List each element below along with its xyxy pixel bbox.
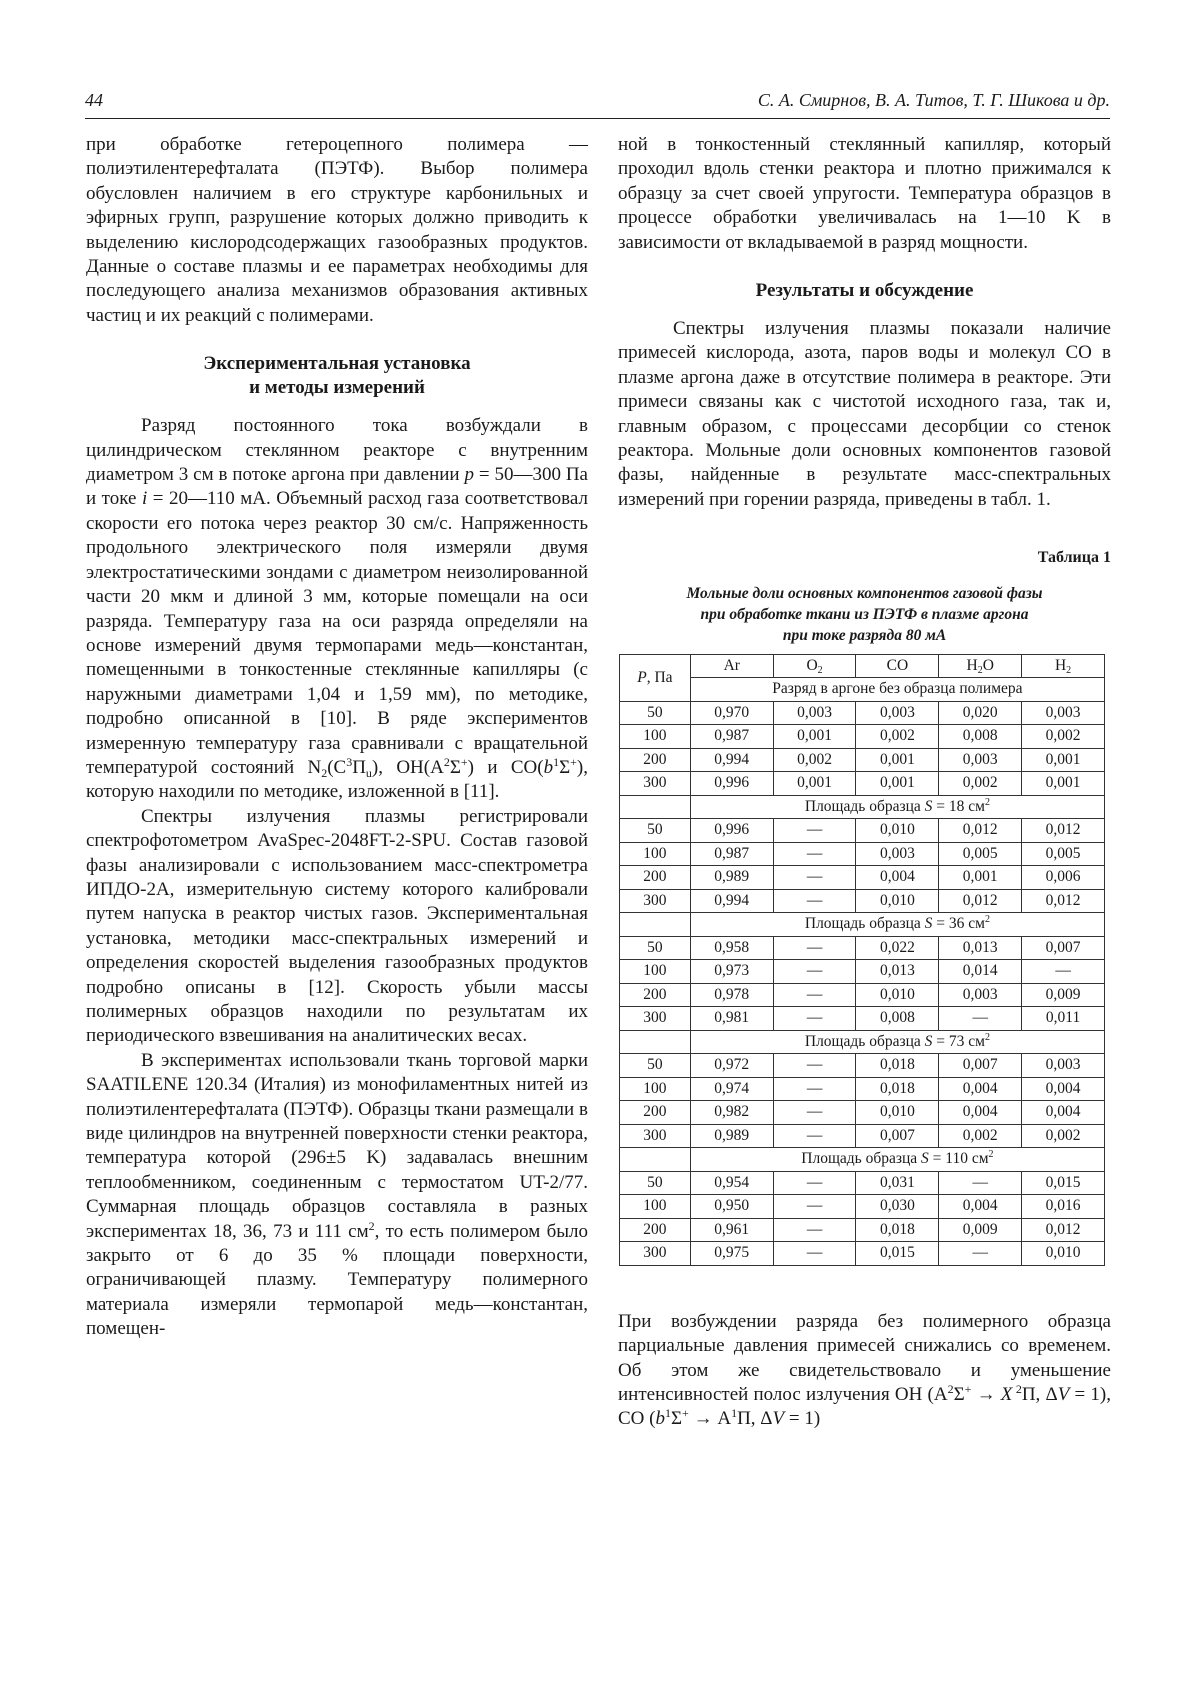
caption-line: при токе разряда 80 мА [782, 626, 947, 644]
cell-h2o: 0,004 [939, 1077, 1022, 1101]
cell-pressure: 50 [620, 819, 691, 843]
right-column [618, 133, 1111, 1432]
cell-h2o: 0,004 [939, 1101, 1022, 1125]
intro-paragraph: при обработке гетероцепного полимера — полиэтилентерефталата (ПЭТФ). Выбор полимера обусловлен наличием в его структуре карбонильных и эфирных групп, разрушение которых должно приводить к выделению кислородсодержащих газообразных продуктов. Данные о составе плазмы и ее параметрах необходимы для последующего анализа механизмов образования активных частиц и их реакций с полимерами. [86, 134, 588, 326]
cell-ar: 0,994 [690, 889, 773, 913]
arrow: → A [688, 1408, 732, 1430]
subscript: 2 [977, 664, 983, 676]
superscript: 2 [1012, 1381, 1022, 1396]
cell-ar: 0,958 [690, 936, 773, 960]
cell-o2: — [773, 960, 856, 984]
table-row [620, 936, 1105, 960]
text-run: = 1) [784, 1408, 821, 1430]
cell-pressure: 50 [620, 1054, 691, 1078]
cell-h2: 0,016 [1022, 1195, 1105, 1219]
table-row [620, 1101, 1105, 1125]
section-heading-line: и методы измерений [249, 377, 425, 399]
cell-h2o: 0,001 [939, 866, 1022, 890]
cell-co: 0,018 [856, 1218, 939, 1242]
cell-h2: 0,015 [1022, 1171, 1105, 1195]
symbol-X: X [1000, 1383, 1013, 1405]
cell-pressure: 200 [620, 983, 691, 1007]
cell-ar: 0,972 [690, 1054, 773, 1078]
running-head-authors: С. А. Смирнов, В. А. Титов, Т. Г. Шикова и др. [757, 90, 1110, 110]
table-row [620, 1171, 1105, 1195]
superscript: 2 [443, 754, 450, 769]
cell-pressure: 300 [620, 1242, 691, 1266]
table-group-header-row [620, 913, 1105, 937]
cell-o2: — [773, 1007, 856, 1031]
cell-pressure: 200 [620, 1218, 691, 1242]
cell-h2: 0,002 [1022, 725, 1105, 749]
cell-o2: 0,001 [773, 725, 856, 749]
cell-h2o: 0,012 [939, 819, 1022, 843]
text-run: = 50—300 Па и токе [86, 464, 588, 510]
cell-o2: — [773, 819, 856, 843]
cell-pressure: 200 [620, 1101, 691, 1125]
methods-paragraph-1 [86, 414, 588, 805]
cell-pressure: 300 [620, 772, 691, 796]
header-h2 [1022, 654, 1105, 678]
section-heading-results: Результаты и обсуждение [755, 280, 974, 302]
cell-co: 0,031 [856, 1171, 939, 1195]
empty-cell [620, 795, 691, 819]
text-run: S [924, 1032, 933, 1050]
table-row [620, 866, 1105, 890]
text-run: Σ [449, 756, 461, 778]
cell-o2: — [773, 983, 856, 1007]
cell-co: 0,003 [856, 842, 939, 866]
running-head [85, 88, 1110, 119]
text-run: , то есть полимером было закрыто от 6 до 35 % площади поверхности, ограничивающей плазму. Температуру полимерного материала измеряли термопарой медь—константан, помещен- [86, 1220, 588, 1340]
caption-line: при обработке ткани из ПЭТФ в плазме аргона [700, 605, 1029, 623]
cell-h2o: 0,014 [939, 960, 1022, 984]
symbol-p: p [464, 464, 474, 486]
group-title [690, 1030, 1104, 1054]
page-number: 44 [85, 90, 103, 110]
cell-ar: 0,989 [690, 866, 773, 890]
text-run: = 36 см [932, 915, 985, 933]
text-run: П [352, 756, 366, 778]
table-group-header-row [620, 678, 1105, 702]
cell-o2: — [773, 866, 856, 890]
group-title [690, 795, 1104, 819]
text-run: O [982, 656, 994, 674]
superscript: + [570, 754, 577, 769]
cell-pressure: 100 [620, 960, 691, 984]
group-title: Разряд в аргоне без образца полимера [690, 678, 1104, 702]
symbol-P: P [637, 668, 647, 686]
text-run: = 18 см [932, 797, 985, 815]
text-run: (C [327, 756, 347, 778]
cell-co: 0,004 [856, 866, 939, 890]
symbol-i: i [141, 488, 148, 510]
superscript: 2 [988, 1149, 994, 1161]
cell-co: 0,013 [856, 960, 939, 984]
superscript: 2 [368, 1218, 375, 1233]
cell-o2: — [773, 936, 856, 960]
table-group-header-row [620, 795, 1105, 819]
cell-ar: 0,994 [690, 748, 773, 772]
cell-ar: 0,978 [690, 983, 773, 1007]
superscript: 3 [346, 754, 353, 769]
text-run: S [921, 1150, 929, 1168]
continuation-paragraph: ной в тонкостенный стеклянный капилляр, который проходил вдоль стенки реактора и плотно прижимался к образцу за счет своей упругости. Температура образцов в процессе обработки увеличивалась на 1—10 K в зависимости от вкладываемой в разряд мощности. [618, 134, 1111, 253]
text-run: H [966, 656, 978, 674]
table-row [620, 772, 1105, 796]
text-run: В экспериментах использовали ткань торговой марки SAATILENE 120.34 (Италия) из монофиламентных нитей из полиэтилентерефталата (ПЭТФ). Образцы ткани размещали в виде цилиндров на внутренней поверхности стенки реактора, температура которой (296±5 K) задавалась внешним теплообменником, соединенным с термостатом UT-2/77. Суммарная площадь образцов составляла в разных экспериментах 18, 36, 73 и 111 см [86, 1049, 588, 1242]
subscript: 2 [817, 664, 823, 676]
cell-o2: — [773, 889, 856, 913]
text-run: ) и CO( [467, 756, 544, 778]
text-run: П, Δ [737, 1408, 773, 1430]
cell-co: 0,001 [856, 748, 939, 772]
cell-h2o: 0,002 [939, 1124, 1022, 1148]
text-run: Σ [559, 756, 571, 778]
symbol-V: V [1057, 1383, 1070, 1405]
text-run: = 1), CO ( [618, 1383, 1111, 1430]
table-caption [618, 583, 1111, 646]
cell-h2o: 0,002 [939, 772, 1022, 796]
text-run: H [1054, 656, 1067, 674]
symbol-b: b [655, 1408, 665, 1430]
cell-o2: — [773, 842, 856, 866]
cell-co: 0,015 [856, 1242, 939, 1266]
cell-h2: 0,009 [1022, 983, 1105, 1007]
cell-co: 0,010 [856, 819, 939, 843]
cell-ar: 0,989 [690, 1124, 773, 1148]
cell-h2: 0,002 [1022, 1124, 1105, 1148]
cell-h2o: 0,013 [939, 936, 1022, 960]
header-ar: Ar [690, 654, 773, 678]
cell-h2: 0,004 [1022, 1101, 1105, 1125]
cell-h2: 0,007 [1022, 936, 1105, 960]
table-label: Таблица 1 [1037, 549, 1111, 567]
subscript: 2 [321, 765, 328, 780]
text-run: Площадь образца [804, 797, 925, 815]
cell-o2: — [773, 1195, 856, 1219]
cell-h2o: 0,008 [939, 725, 1022, 749]
text-run: Площадь образца [804, 1032, 925, 1050]
table-row [620, 1124, 1105, 1148]
text-run: = 73 см [932, 1032, 985, 1050]
cell-h2o: — [939, 1171, 1022, 1195]
cell-co: 0,018 [856, 1077, 939, 1101]
text-run: ), которую находили по методике, изложенной в [11]. [86, 756, 588, 803]
header-co: CO [856, 654, 939, 678]
cell-o2: 0,002 [773, 748, 856, 772]
cell-ar: 0,950 [690, 1195, 773, 1219]
cell-ar: 0,975 [690, 1242, 773, 1266]
arrow: → [971, 1383, 1001, 1405]
text-run: S [924, 797, 933, 815]
cell-pressure: 50 [620, 701, 691, 725]
superscript: + [460, 754, 468, 769]
cell-pressure: 300 [620, 1124, 691, 1148]
cell-co: 0,002 [856, 725, 939, 749]
superscript: 2 [947, 1381, 954, 1396]
cell-o2: — [773, 1077, 856, 1101]
superscript: 2 [984, 914, 990, 926]
superscript: 1 [664, 1406, 671, 1421]
cell-h2: 0,011 [1022, 1007, 1105, 1031]
table-row [620, 983, 1105, 1007]
cell-h2o: 0,003 [939, 983, 1022, 1007]
cell-h2o: 0,003 [939, 748, 1022, 772]
text-run: При возбуждении разряда без полимерного образца парциальные давления примесей снижались со временем. Об этом же свидетельствовало и уменьшение интенсивностей полос излучения OH (A [618, 1310, 1111, 1405]
cell-pressure: 300 [620, 1007, 691, 1031]
table-row [620, 701, 1105, 725]
caption-line: Мольные доли основных компонентов газовой фазы [686, 584, 1043, 602]
superscript: + [682, 1406, 689, 1421]
cell-pressure: 100 [620, 842, 691, 866]
cell-h2o: 0,009 [939, 1218, 1022, 1242]
cell-ar: 0,987 [690, 842, 773, 866]
cell-h2o: 0,012 [939, 889, 1022, 913]
methods-paragraph-2: Спектры излучения плазмы регистрировали спектрофотометром AvaSpec-2048FT-2-SPU. Состав газовой фазы анализировали с использованием масс-спектрометра ИПДО-2А, измерительную систему которого калибровали путем напуска в реактор чистых газов. Экспериментальная установка, методики масс-спектральных измерений и определения скоростей выделения газообразных продуктов подробно описаны в [12]. Скорость убыли массы полимерных образцов находили по результатам их периодического взвешивания на аналитических весах. [86, 805, 588, 1047]
cell-h2: 0,012 [1022, 889, 1105, 913]
superscript: 1 [553, 754, 560, 769]
table-header-row [620, 654, 1105, 678]
superscript: 2 [984, 1031, 990, 1043]
cell-o2: 0,001 [773, 772, 856, 796]
cell-pressure: 50 [620, 936, 691, 960]
cell-ar: 0,954 [690, 1171, 773, 1195]
discussion-paragraph [618, 1310, 1111, 1432]
cell-h2o: — [939, 1007, 1022, 1031]
text-run: O [806, 656, 818, 674]
section-heading-methods [86, 352, 588, 400]
cell-h2: — [1022, 960, 1105, 984]
cell-h2o: 0,020 [939, 701, 1022, 725]
group-title [690, 913, 1104, 937]
text-run: Σ [670, 1408, 683, 1430]
subscript: u [365, 765, 372, 780]
cell-co: 0,030 [856, 1195, 939, 1219]
cell-pressure: 200 [620, 748, 691, 772]
text-run: Разряд постоянного тока возбуждали в цилиндрическом стеклянном реакторе с внутренним диаметром 3 см в потоке аргона при давлении [86, 415, 588, 486]
text-run: Σ [953, 1383, 965, 1405]
cell-co: 0,003 [856, 701, 939, 725]
superscript: + [964, 1381, 972, 1396]
methods-paragraph-3 [86, 1049, 588, 1342]
cell-ar: 0,961 [690, 1218, 773, 1242]
group-title [690, 1148, 1104, 1172]
cell-h2o: 0,004 [939, 1195, 1022, 1219]
cell-h2: 0,001 [1022, 772, 1105, 796]
cell-h2: 0,006 [1022, 866, 1105, 890]
table-row [620, 1007, 1105, 1031]
cell-h2: 0,012 [1022, 819, 1105, 843]
cell-co: 0,010 [856, 983, 939, 1007]
superscript: 2 [984, 796, 990, 808]
cell-h2o: — [939, 1242, 1022, 1266]
table-row [620, 819, 1105, 843]
cell-o2: 0,003 [773, 701, 856, 725]
cell-ar: 0,974 [690, 1077, 773, 1101]
subscript: 2 [1066, 664, 1072, 676]
cell-h2o: 0,007 [939, 1054, 1022, 1078]
symbol-b: b [543, 756, 554, 778]
table-row [620, 889, 1105, 913]
cell-o2: — [773, 1218, 856, 1242]
table-row [620, 960, 1105, 984]
cell-o2: — [773, 1124, 856, 1148]
header-pressure [620, 654, 691, 701]
cell-co: 0,010 [856, 1101, 939, 1125]
empty-cell [620, 1030, 691, 1054]
text-run: Площадь образца [801, 1150, 922, 1168]
cell-pressure: 100 [620, 1195, 691, 1219]
text-run: Площадь образца [804, 915, 925, 933]
cell-co: 0,008 [856, 1007, 939, 1031]
cell-h2: 0,003 [1022, 701, 1105, 725]
cell-pressure: 50 [620, 1171, 691, 1195]
table-group-header-row [620, 1030, 1105, 1054]
cell-pressure: 100 [620, 725, 691, 749]
cell-h2: 0,004 [1022, 1077, 1105, 1101]
cell-ar: 0,970 [690, 701, 773, 725]
table-group-header-row [620, 1148, 1105, 1172]
superscript: 1 [731, 1406, 738, 1421]
cell-ar: 0,973 [690, 960, 773, 984]
empty-cell [620, 913, 691, 937]
text-run: П, Δ [1021, 1383, 1058, 1405]
cell-co: 0,001 [856, 772, 939, 796]
text-run: = 110 см [928, 1150, 989, 1168]
cell-co: 0,010 [856, 889, 939, 913]
text-run: = 20—110 мА. Объемный расход газа соответствовал скорости его потока через реактор 30 см/с. Напряженность продольного электрического поля измеряли двумя электростатическими зондами с диаметром неизолированной части 20 мкм и длиной 3 мм, которые помещали на оси разряда. Температуру газа на оси разряда определяли на основе измерений двумя термопарами медь—константан, помещенными в тонкостенные стеклянные капилляры (с наружными диаметрами 1,04 и 1,59 мм), по методике, подробно описанной в [10]. В ряде экспериментов измеренную температуру газа сравнивали с вращательной температурой состояний N [86, 488, 588, 778]
cell-h2: 0,003 [1022, 1054, 1105, 1078]
unit: , Па [646, 668, 673, 686]
mole-fractions-table [619, 654, 1105, 1266]
cell-h2: 0,010 [1022, 1242, 1105, 1266]
cell-o2: — [773, 1054, 856, 1078]
header-h2o [939, 654, 1022, 678]
table-row [620, 725, 1105, 749]
cell-pressure: 100 [620, 1077, 691, 1101]
cell-h2: 0,001 [1022, 748, 1105, 772]
cell-co: 0,022 [856, 936, 939, 960]
cell-pressure: 200 [620, 866, 691, 890]
symbol-V: V [772, 1408, 785, 1430]
empty-cell [620, 1148, 691, 1172]
cell-co: 0,007 [856, 1124, 939, 1148]
header-o2 [773, 654, 856, 678]
cell-h2: 0,012 [1022, 1218, 1105, 1242]
cell-co: 0,018 [856, 1054, 939, 1078]
cell-pressure: 300 [620, 889, 691, 913]
text-run: S [924, 915, 933, 933]
table-row [620, 1054, 1105, 1078]
table-row [620, 1077, 1105, 1101]
cell-ar: 0,982 [690, 1101, 773, 1125]
cell-o2: — [773, 1101, 856, 1125]
text-run: ), OH(A [371, 756, 444, 778]
cell-h2: 0,005 [1022, 842, 1105, 866]
cell-ar: 0,981 [690, 1007, 773, 1031]
table-row [620, 748, 1105, 772]
table-row [620, 842, 1105, 866]
cell-ar: 0,996 [690, 772, 773, 796]
cell-ar: 0,996 [690, 819, 773, 843]
table-row [620, 1242, 1105, 1266]
cell-h2o: 0,005 [939, 842, 1022, 866]
section-heading-line: Экспериментальная установка [203, 353, 471, 375]
cell-ar: 0,987 [690, 725, 773, 749]
cell-o2: — [773, 1171, 856, 1195]
table-row [620, 1195, 1105, 1219]
results-paragraph: Спектры излучения плазмы показали наличие примесей кислорода, азота, паров воды и молекул CO в плазме аргона даже в отсутствие полимера в реакторе. Эти примеси связаны как с чистотой исходного газа, так и, главным образом, с процессами десорбции со стенок реактора. Мольные доли основных компонентов газовой фазы, найденные в результате масс-спектральных измерений при горении разряда, приведены в табл. 1. [618, 318, 1111, 510]
table-row [620, 1218, 1105, 1242]
cell-o2: — [773, 1242, 856, 1266]
left-column [86, 133, 588, 1342]
